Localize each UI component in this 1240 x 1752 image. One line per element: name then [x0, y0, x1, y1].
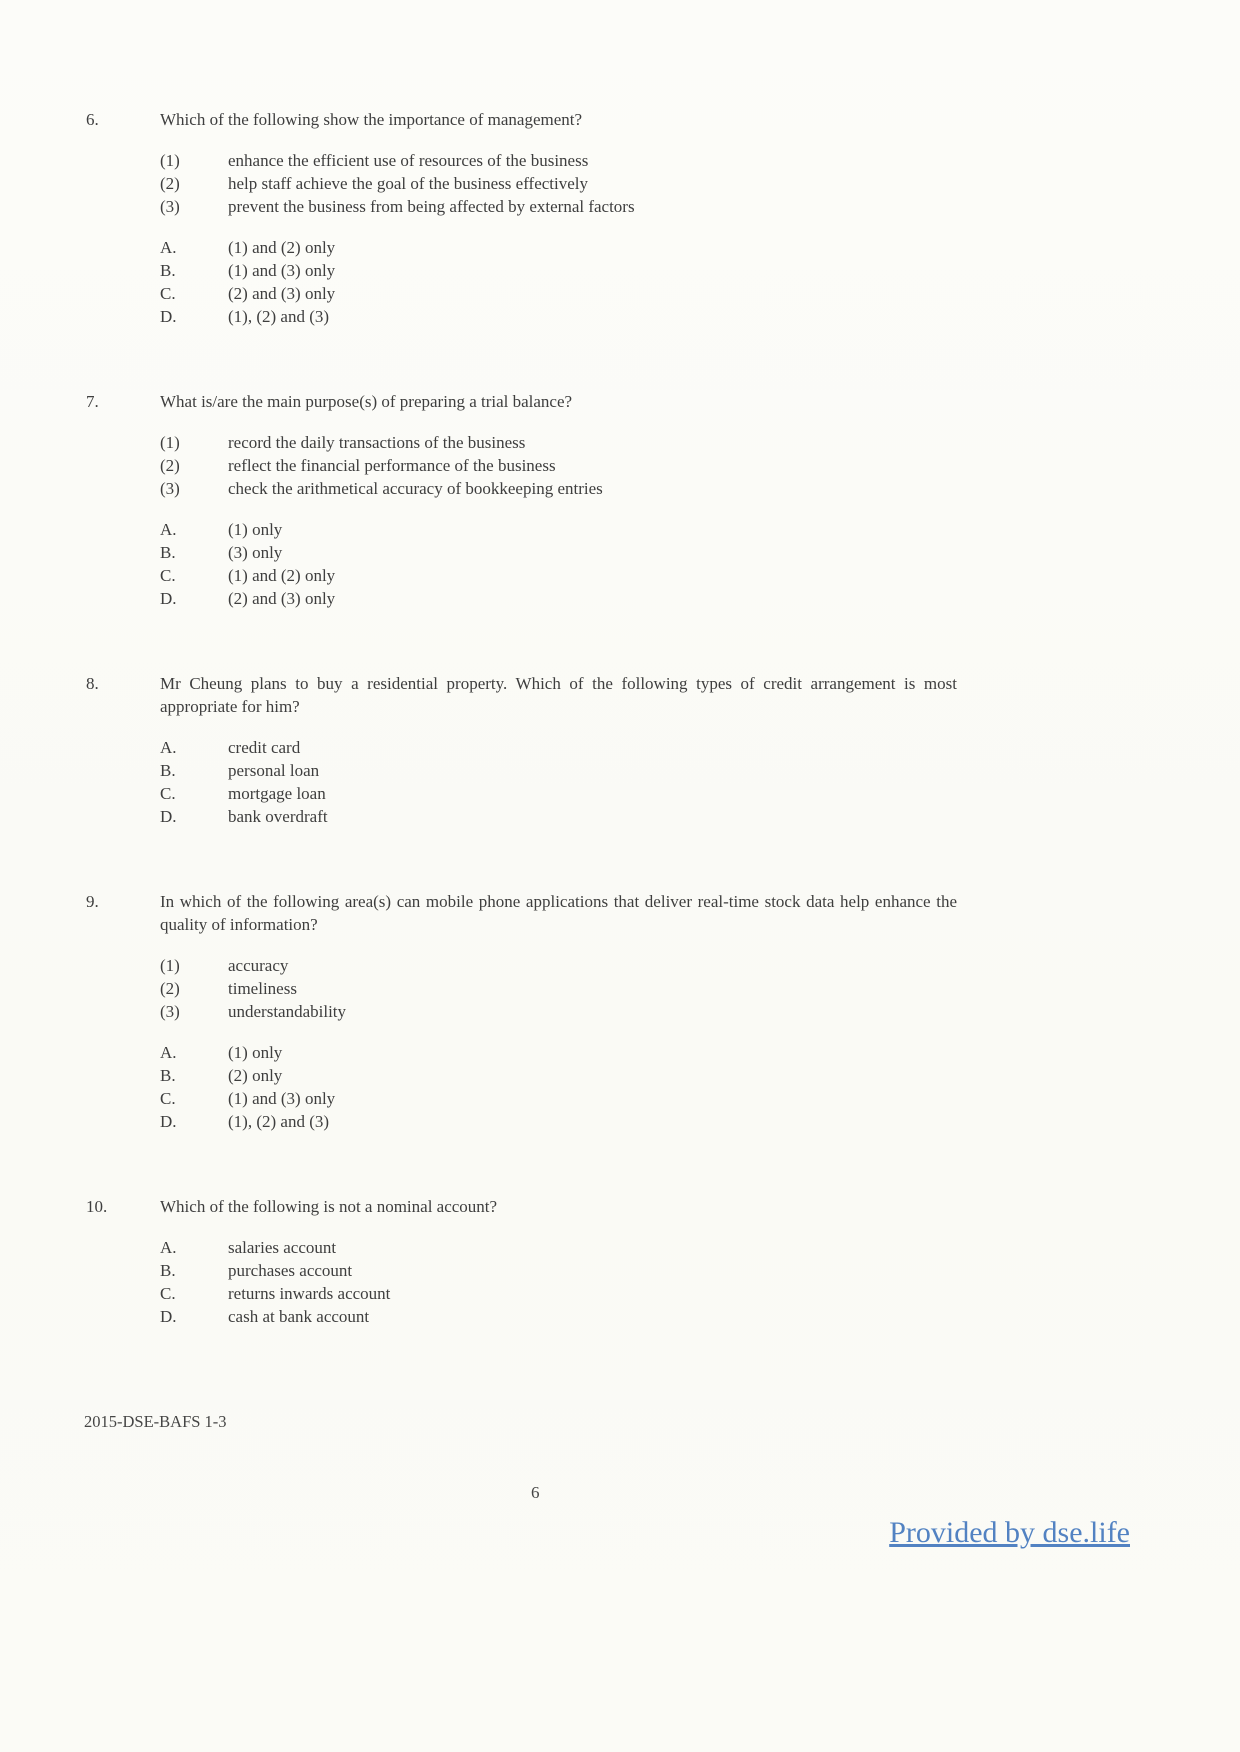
option-list — [160, 236, 1240, 328]
option-row — [160, 1041, 1240, 1064]
option-label: D. — [160, 307, 177, 326]
question-number: 10. — [86, 1197, 108, 1216]
option-row — [160, 736, 1240, 759]
statement-row — [160, 977, 1240, 1000]
question-text: What is/are the main purpose(s) of preparing a trial balance? — [160, 392, 573, 411]
question-head — [86, 672, 1240, 718]
statement-text: timeliness — [228, 979, 297, 998]
question-head — [86, 108, 1240, 131]
option-label: B. — [160, 761, 176, 780]
option-text: (2) and (3) only — [228, 589, 336, 608]
option-row — [160, 236, 1240, 259]
question-list — [86, 108, 1240, 1328]
statement-row — [160, 954, 1240, 977]
statement-row — [160, 454, 1240, 477]
statement-label: (1) — [160, 151, 180, 170]
option-label: D. — [160, 1112, 177, 1131]
option-text: (1) and (3) only — [228, 1089, 336, 1108]
option-row — [160, 759, 1240, 782]
option-list — [160, 1236, 1240, 1328]
option-label: C. — [160, 1284, 176, 1303]
watermark-link[interactable]: Provided by dse.life — [889, 1516, 1130, 1549]
question-head — [86, 390, 1240, 413]
statement-text: accuracy — [228, 956, 289, 975]
option-text: purchases account — [228, 1261, 353, 1280]
option-list — [160, 736, 1240, 828]
statement-text: reflect the financial performance of the business — [228, 456, 556, 475]
question-8 — [86, 672, 1240, 828]
option-text: (3) only — [228, 543, 283, 562]
statement-label: (1) — [160, 433, 180, 452]
statement-list — [160, 954, 1240, 1023]
option-text: (1) and (2) only — [228, 238, 336, 257]
option-list — [160, 518, 1240, 610]
option-text: (2) and (3) only — [228, 284, 336, 303]
statement-text: check the arithmetical accuracy of bookkeeping entries — [228, 479, 603, 498]
question-6 — [86, 108, 1240, 328]
question-text: Which of the following is not a nominal account? — [160, 1197, 498, 1216]
question-text: In which of the following area(s) can mobile phone applications that deliver real-time stock data help enhance the quality of information? — [160, 892, 957, 934]
option-row — [160, 1236, 1240, 1259]
option-row — [160, 805, 1240, 828]
option-row — [160, 782, 1240, 805]
option-label: D. — [160, 1307, 177, 1326]
option-text: (1), (2) and (3) — [228, 1112, 330, 1131]
option-list — [160, 1041, 1240, 1133]
option-row — [160, 518, 1240, 541]
option-label: A. — [160, 738, 177, 757]
question-number: 9. — [86, 892, 99, 911]
option-row — [160, 282, 1240, 305]
option-label: A. — [160, 520, 177, 539]
question-text: Mr Cheung plans to buy a residential property. Which of the following types of credit arrangement is most appropriate for him? — [160, 674, 957, 716]
statement-text: prevent the business from being affected by external factors — [228, 197, 635, 216]
option-label: B. — [160, 1261, 176, 1280]
option-label: B. — [160, 1066, 176, 1085]
statement-label: (3) — [160, 197, 180, 216]
option-row — [160, 541, 1240, 564]
statement-text: record the daily transactions of the business — [228, 433, 526, 452]
option-row — [160, 1305, 1240, 1328]
option-label: C. — [160, 566, 176, 585]
option-row — [160, 564, 1240, 587]
option-row — [160, 1110, 1240, 1133]
option-text: returns inwards account — [228, 1284, 391, 1303]
question-text: Which of the following show the importance of management? — [160, 110, 583, 129]
option-row — [160, 1087, 1240, 1110]
statement-list — [160, 149, 1240, 218]
statement-label: (2) — [160, 979, 180, 998]
statement-label: (2) — [160, 456, 180, 475]
option-row — [160, 305, 1240, 328]
paper-code: 2015-DSE-BAFS 1-3 — [84, 1412, 227, 1431]
option-text: (1) only — [228, 1043, 283, 1062]
option-text: (2) only — [228, 1066, 283, 1085]
statement-row — [160, 1000, 1240, 1023]
statement-row — [160, 149, 1240, 172]
option-label: D. — [160, 807, 177, 826]
option-label: B. — [160, 543, 176, 562]
option-text: salaries account — [228, 1238, 337, 1257]
option-text: credit card — [228, 738, 301, 757]
statement-label: (2) — [160, 174, 180, 193]
question-10 — [86, 1195, 1240, 1328]
option-row — [160, 259, 1240, 282]
question-number: 6. — [86, 110, 99, 129]
option-text: (1) and (2) only — [228, 566, 336, 585]
statement-row — [160, 195, 1240, 218]
option-text: cash at bank account — [228, 1307, 370, 1326]
statement-label: (1) — [160, 956, 180, 975]
option-label: D. — [160, 589, 177, 608]
question-number: 8. — [86, 674, 99, 693]
statement-row — [160, 172, 1240, 195]
question-head — [86, 1195, 1240, 1218]
page-number: 6 — [531, 1483, 540, 1502]
question-9 — [86, 890, 1240, 1133]
statement-text: enhance the efficient use of resources of the business — [228, 151, 589, 170]
option-text: personal loan — [228, 761, 320, 780]
option-label: A. — [160, 1238, 177, 1257]
option-text: (1) only — [228, 520, 283, 539]
option-label: A. — [160, 1043, 177, 1062]
statement-row — [160, 477, 1240, 500]
statement-text: understandability — [228, 1002, 347, 1021]
option-text: bank overdraft — [228, 807, 328, 826]
option-text: (1), (2) and (3) — [228, 307, 330, 326]
statement-row — [160, 431, 1240, 454]
statement-list — [160, 431, 1240, 500]
question-number: 7. — [86, 392, 99, 411]
option-row — [160, 1259, 1240, 1282]
option-text: mortgage loan — [228, 784, 326, 803]
option-label: C. — [160, 284, 176, 303]
statement-label: (3) — [160, 1002, 180, 1021]
option-label: C. — [160, 784, 176, 803]
option-row — [160, 1282, 1240, 1305]
option-text: (1) and (3) only — [228, 261, 336, 280]
option-label: C. — [160, 1089, 176, 1108]
question-7 — [86, 390, 1240, 610]
option-label: A. — [160, 238, 177, 257]
statement-text: help staff achieve the goal of the business effectively — [228, 174, 589, 193]
option-row — [160, 1064, 1240, 1087]
question-head — [86, 890, 1240, 936]
option-label: B. — [160, 261, 176, 280]
statement-label: (3) — [160, 479, 180, 498]
option-row — [160, 587, 1240, 610]
